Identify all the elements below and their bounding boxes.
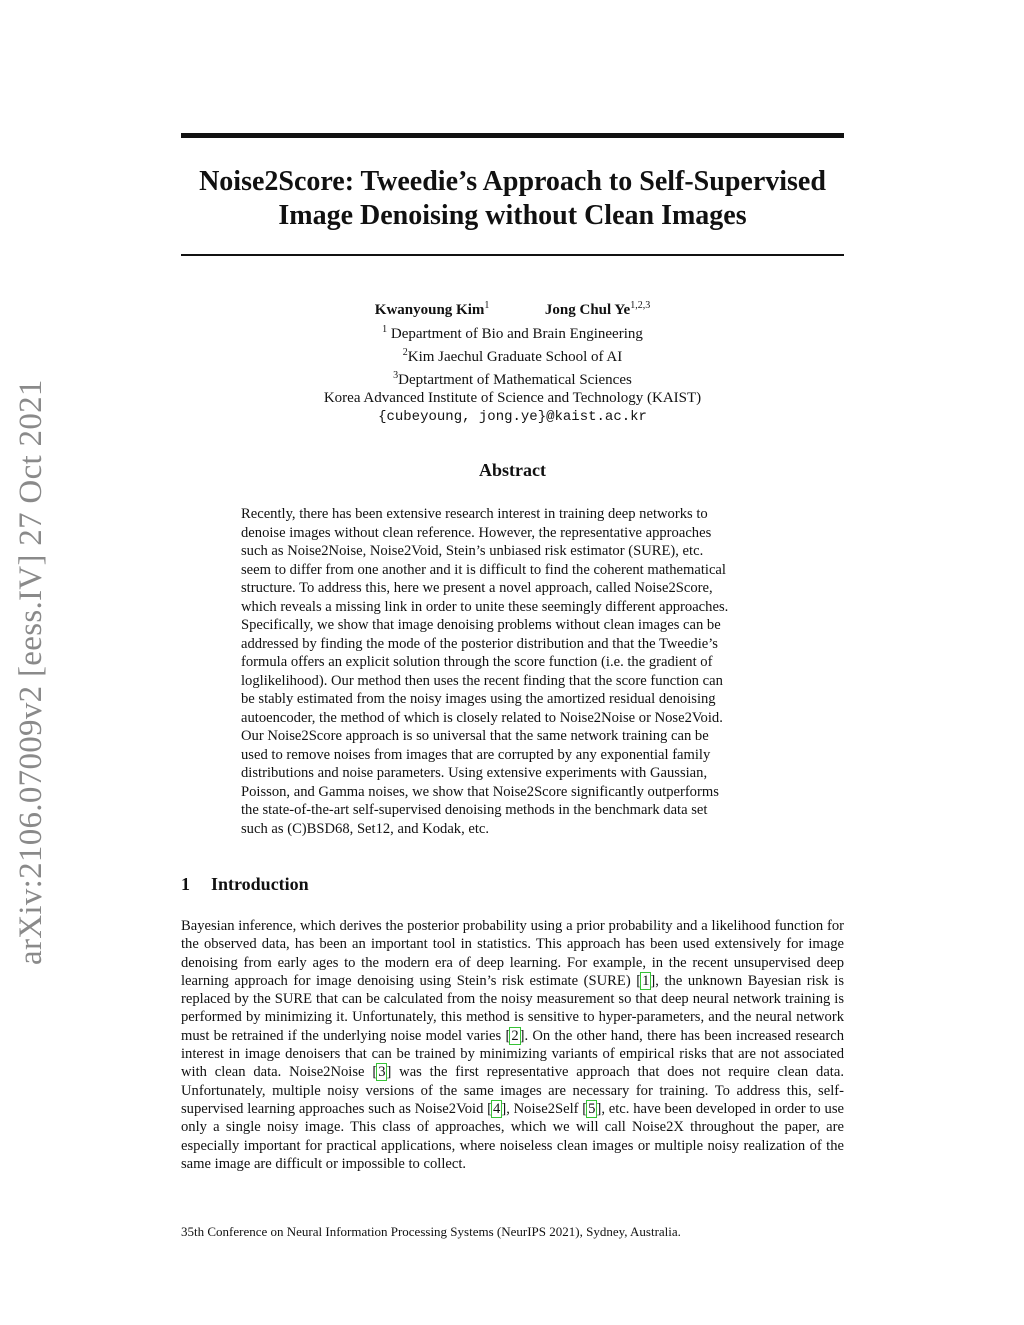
author-list — [181, 300, 844, 319]
citation-link[interactable]: 4 — [493, 1100, 501, 1117]
affiliation-block — [181, 321, 844, 427]
abstract-line: autoencoder, the method of which is closely related to Noise2Noise or Nose2Void. — [241, 709, 723, 726]
title-rule-top — [181, 133, 844, 138]
abstract-line: seem to differ from one another and it is difficult to find the coherent mathematical — [241, 561, 726, 578]
abstract-line: be stably estimated from the noisy images using the amortized residual denoising — [241, 691, 716, 707]
author-affiliation-mark: 1 — [484, 300, 490, 311]
abstract-text — [241, 505, 784, 838]
introduction-paragraph: Bayesian inference, which derives the posterior probability using a prior probability and a likelihood function for the observed data, has been an important tool in statistics. This approach has been used extensively for image denoising from early ages to the modern era of deep learning. For example, in the recent unsupervised deep learning approach for image denoising using Stein’s risk estimate (SURE) [1], the unknown Bayesian risk is replaced by the SURE that can be calculated from the noisy measurement so that deep neural network training is performed by minimizing it. Unfortunately, this method is sensitive to hyper-parameters, and the neural network must be retrained if the underlying noise model varies [2]. On the other hand, there has been increased research interest in image denoisers that can be trained by minimizing variants of empirical risks that are not associated with clean data. Noise2Noise [3] was the first representative approach that does not require clean data. Unfortunately, multiple noisy versions of the same images are necessary for training. To address this, self-supervised learning approaches such as Noise2Void [4], Noise2Self [5], etc. have been developed in order to use only a single noisy image. This class of approaches, which we will call Noise2X throughout the paper, are especially important for practical applications, where noiseless clean images or multiple noisy realization of the same image are difficult or impossible to collect. — [181, 918, 844, 1172]
abstract-line: loglikelihood). Our method then uses the recent finding that the score function can — [241, 672, 723, 689]
abstract-line: used to remove noises from images that are corrupted by any exponential family — [241, 746, 711, 763]
conference-footnote: 35th Conference on Neural Information Processing Systems (NeurIPS 2021), Sydney, Australia. — [181, 1224, 681, 1239]
abstract-line: which reveals a missing link in order to unite these seemingly different approaches. — [241, 598, 729, 615]
abstract-line: Specifically, we show that image denoising problems without clean images can be — [241, 617, 721, 633]
citation-link[interactable]: 3 — [378, 1064, 386, 1081]
affiliation-line: $^1$ Department of Bio and Brain Engineering — [382, 324, 643, 342]
affiliation-line: $^2$Kim Jaechul Graduate School of AI — [402, 346, 623, 365]
abstract-line: the state-of-the-art self-supervised denoising methods in the benchmark data set — [241, 802, 708, 818]
abstract-line: addressed by finding the mode of the posterior distribution and that the Tweedie’s — [241, 635, 718, 652]
section-title: Introduction — [211, 874, 309, 894]
author-affiliation-mark: 1,2,3 — [630, 300, 651, 311]
arxiv-identifier-stamp: arXiv:2106.07009v2 [eess.IV] 27 Oct 2021 — [13, 379, 49, 965]
paper-title-line-1: Noise2Score: Tweedie’s Approach to Self-Supervised — [199, 166, 826, 197]
citation-link[interactable]: 1 — [642, 972, 650, 989]
affiliation-line: $^3$Deptartment of Mathematical Sciences — [393, 369, 632, 388]
paper-title — [181, 165, 844, 233]
author-name: Jong Chul Ye — [544, 302, 631, 318]
author-name: Kwanyoung Kim — [374, 302, 485, 318]
section-heading-introduction — [181, 874, 309, 895]
abstract-line: formula offers an explicit solution through the score function (i.e. the gradient of — [241, 654, 713, 670]
abstract-line: Poisson, and Gamma noises, we show that Noise2Score significantly outperforms — [241, 783, 719, 800]
abstract-line: distributions and noise parameters. Using extensive experiments with Gaussian, — [241, 765, 708, 781]
abstract-line: denoise images without clean reference. However, the representative approaches — [241, 524, 712, 541]
abstract-line: such as Noise2Noise, Noise2Void, Stein’s unbiased risk estimator (SURE), etc. — [241, 543, 704, 559]
abstract-line: structure. To address this, here we present a novel approach, called Noise2Score, — [241, 580, 713, 596]
abstract-line: Recently, there has been extensive research interest in training deep networks to — [241, 506, 708, 522]
title-rule-bottom — [181, 254, 844, 256]
citation-link[interactable]: 5 — [588, 1100, 596, 1117]
abstract-line: Our Noise2Score approach is so universal that the same network training can be — [241, 728, 709, 744]
author-email: {cubeyoung, jong.ye}@kaist.ac.kr — [378, 409, 647, 426]
paper-title-line-2: Image Denoising without Clean Images — [278, 200, 747, 231]
citation-link[interactable]: 2 — [511, 1027, 519, 1044]
section-number: 1 — [181, 874, 190, 894]
affiliation-line: Korea Advanced Institute of Science and Technology (KAIST) — [323, 390, 702, 407]
abstract-line: such as (C)BSD68, Set12, and Kodak, etc. — [241, 820, 490, 837]
abstract-heading: Abstract — [479, 460, 546, 480]
